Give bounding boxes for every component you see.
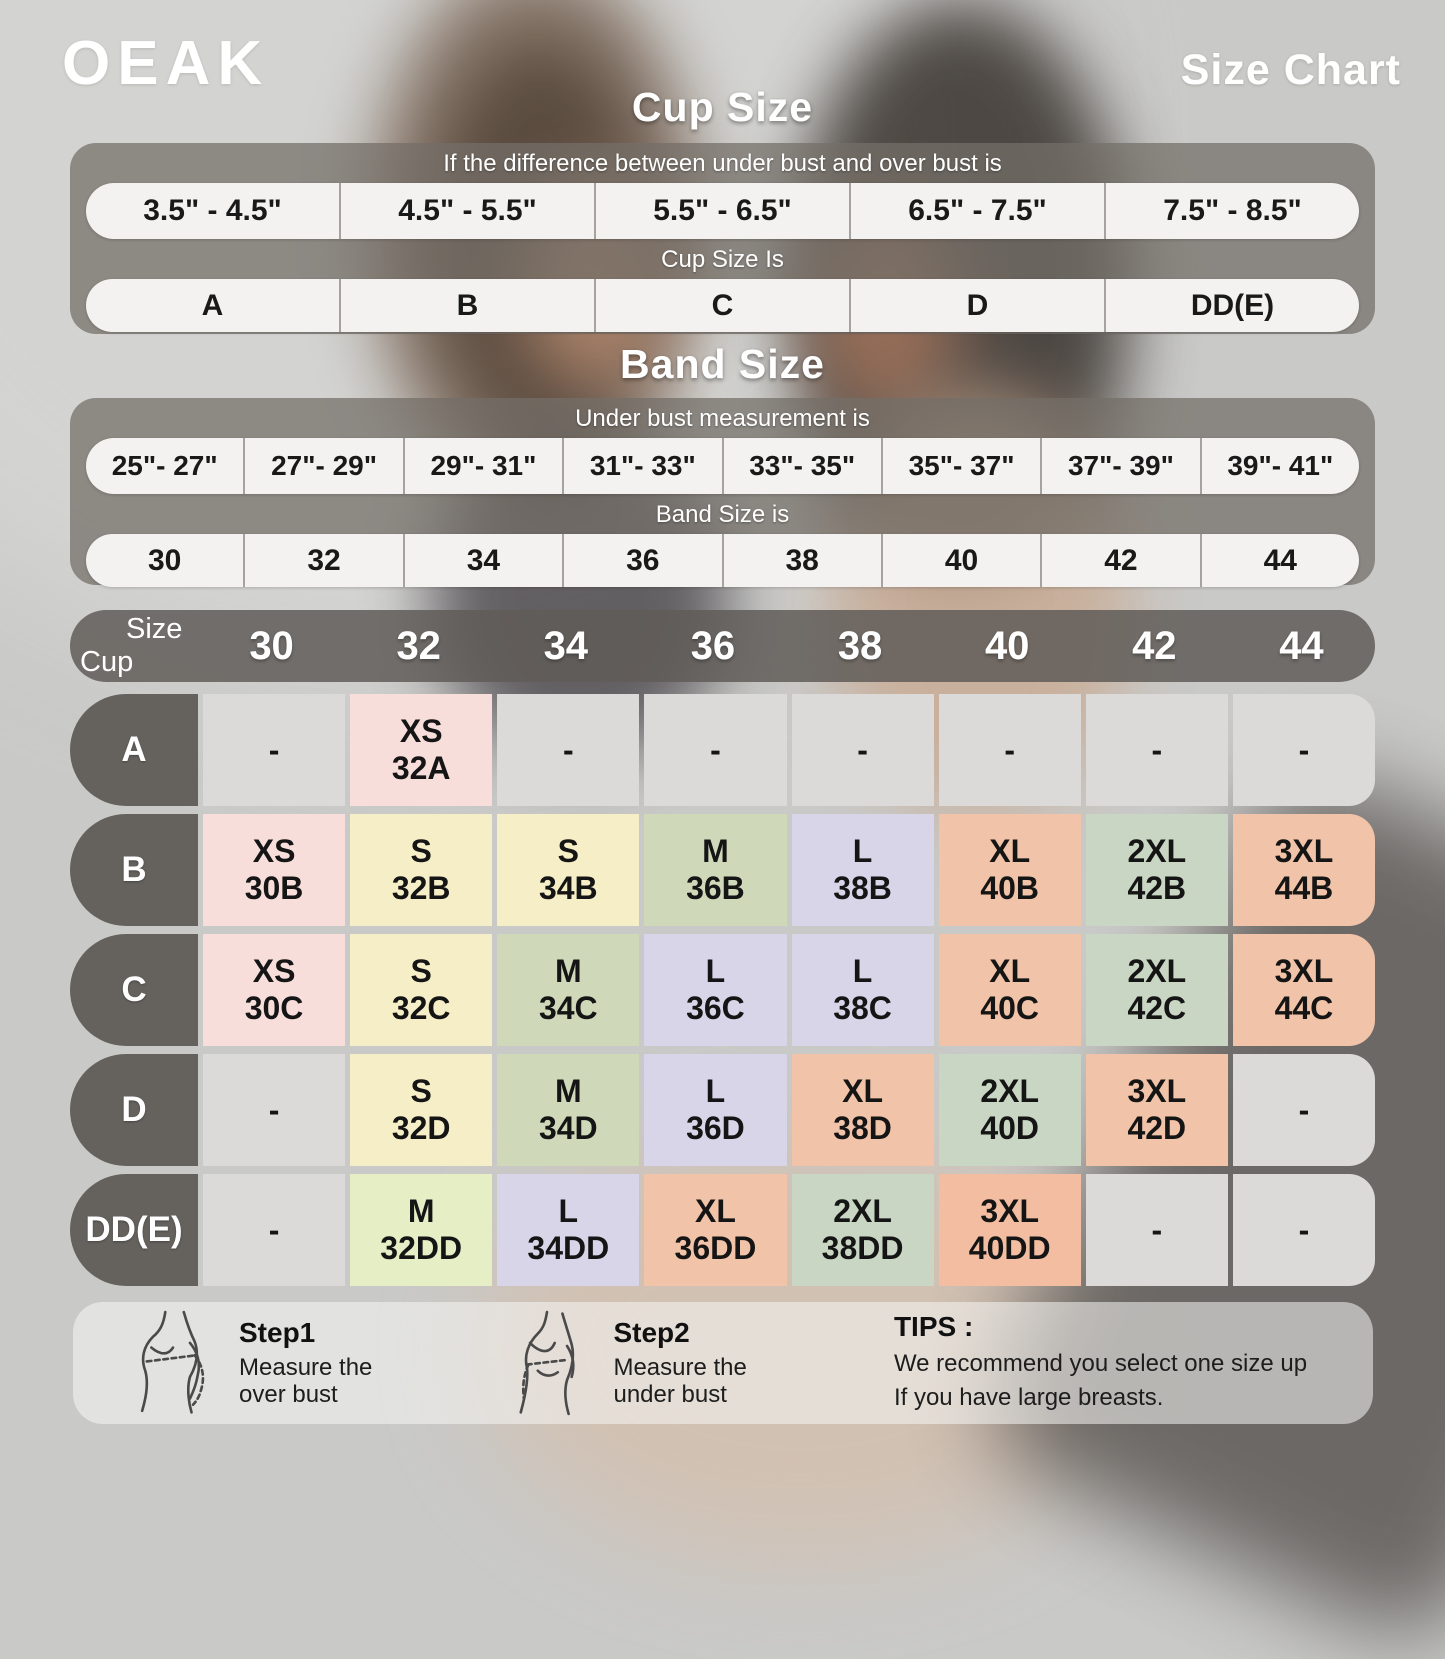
matrix-cell [497, 814, 639, 926]
matrix-row [70, 1174, 1375, 1286]
brand-logo: OEAK [62, 29, 270, 98]
matrix-cell [792, 1054, 934, 1166]
cell-code-label: 34D [538, 1110, 598, 1146]
cell-size-label: 2XL [833, 1193, 892, 1230]
matrix-cell: - [497, 694, 639, 806]
band-range-cell: 29"- 31" [430, 450, 537, 481]
cell-code-label: 40D [980, 1110, 1040, 1146]
band-numbers-row [86, 534, 1359, 587]
step1-block [239, 1317, 411, 1409]
matrix-row-header: DD(E) [70, 1174, 198, 1286]
matrix-cell [1086, 814, 1228, 926]
cell-size-label: 3XL [1274, 953, 1334, 990]
matrix-row-header: D [70, 1054, 198, 1166]
cup-range-cell: 4.5" - 5.5" [398, 194, 537, 227]
matrix-column-header: 44 [1279, 623, 1324, 668]
cell-code-label: 34C [538, 990, 598, 1026]
matrix-cell [497, 934, 639, 1046]
size-matrix-header [70, 610, 1375, 682]
matrix-cell: - [203, 1054, 345, 1166]
cup-result-label: Cup Size Is [661, 246, 784, 273]
cup-letter-cell: C [711, 288, 734, 322]
matrix-cell: - [939, 694, 1081, 806]
cell-size-label: M [554, 1073, 582, 1110]
matrix-column-header: 40 [984, 623, 1030, 668]
cell-size-label: S [410, 1073, 432, 1110]
cell-code-label: 38C [833, 990, 892, 1026]
cell-size-label: M [554, 953, 582, 990]
band-range-cell: 35"- 37" [908, 450, 1015, 481]
cell-size-label: 2XL [1127, 953, 1187, 990]
step1-line2: over bust [239, 1381, 338, 1408]
cell-size-label: L [852, 953, 873, 990]
cup-range-cell: 5.5" - 6.5" [653, 194, 792, 227]
band-number-cell: 44 [1263, 543, 1297, 577]
cell-size-label: XS [252, 833, 296, 870]
cell-code-label: 36D [686, 1110, 745, 1146]
band-result-label: Band Size is [655, 501, 790, 528]
cell-size-label: XL [842, 1073, 883, 1110]
band-number-cell: 36 [626, 543, 660, 577]
matrix-cell [792, 814, 934, 926]
cell-code-label: 38D [833, 1110, 892, 1146]
cup-letter-cell: DD(E) [1190, 288, 1275, 322]
matrix-cell [644, 814, 786, 926]
cell-size-label: XS [252, 953, 296, 990]
measure-under-bust-icon [499, 1309, 595, 1417]
cup-range-cell: 6.5" - 7.5" [908, 194, 1047, 227]
cup-range-cell: 3.5" - 4.5" [143, 194, 282, 227]
size-matrix-body [70, 694, 1375, 1294]
cell-size-label: L [852, 833, 873, 870]
matrix-cell [644, 934, 786, 1046]
matrix-column-header: 34 [543, 623, 589, 668]
matrix-row [70, 814, 1375, 926]
band-range-cell: 31"- 33" [589, 450, 696, 481]
corner-size-label: Size [126, 613, 183, 645]
matrix-cell: - [1086, 1174, 1228, 1286]
cell-size-label: M [702, 833, 729, 870]
matrix-cell [350, 694, 492, 806]
cell-size-label: 2XL [1127, 833, 1187, 870]
cup-letter-cell: A [201, 288, 224, 322]
matrix-cell [644, 1174, 786, 1286]
cell-size-label: XL [694, 1193, 736, 1230]
tips-block [894, 1311, 1373, 1414]
matrix-row-header: C [70, 934, 198, 1046]
matrix-cell: - [203, 694, 345, 806]
tips-text [894, 1347, 1373, 1414]
band-number-cell: 30 [148, 543, 182, 577]
matrix-cell [792, 934, 934, 1046]
band-range-cell: 27"- 29" [271, 450, 378, 481]
cell-size-label: 3XL [1127, 1073, 1187, 1110]
cell-code-label: 34DD [527, 1230, 610, 1266]
matrix-cell [203, 934, 345, 1046]
matrix-cell [1086, 934, 1228, 1046]
step2-line2: under bust [613, 1381, 727, 1408]
step1-line1: Measure the [239, 1354, 373, 1382]
cell-code-label: 40B [980, 870, 1040, 906]
band-number-cell: 42 [1104, 543, 1138, 577]
matrix-cell [939, 1054, 1081, 1166]
matrix-cell: - [1086, 694, 1228, 806]
cell-size-label: XL [989, 953, 1031, 990]
band-number-cell: 40 [944, 543, 979, 577]
cell-code-label: 30B [244, 870, 304, 906]
cell-code-label: 36DD [674, 1230, 757, 1266]
cup-size-heading: Cup Size [631, 84, 814, 130]
matrix-row-header: A [70, 694, 198, 806]
page-title: Size Chart [1180, 46, 1401, 94]
matrix-cell: - [644, 694, 786, 806]
matrix-cell [644, 1054, 786, 1166]
cell-code-label: 38B [833, 870, 892, 906]
matrix-cell: - [1233, 1054, 1375, 1166]
matrix-row [70, 1054, 1375, 1166]
matrix-cell: - [1233, 694, 1375, 806]
tips-line2: If you have large breasts. [893, 1384, 1164, 1411]
matrix-column-header: 36 [690, 623, 736, 668]
measure-over-bust-icon [125, 1309, 221, 1417]
band-range-cell: 33"- 35" [749, 450, 856, 481]
cell-code-label: 42B [1127, 870, 1187, 906]
cell-code-label: 44B [1274, 870, 1334, 906]
cell-size-label: M [407, 1193, 435, 1230]
matrix-cell [203, 814, 345, 926]
matrix-cell: - [1233, 1174, 1375, 1286]
matrix-cell: - [203, 1174, 345, 1286]
matrix-cell [350, 1054, 492, 1166]
matrix-cell [497, 1054, 639, 1166]
cell-code-label: 38DD [821, 1230, 904, 1266]
band-size-heading: Band Size [620, 341, 825, 387]
cell-size-label: S [410, 953, 432, 990]
measuring-instructions-bar [73, 1302, 1373, 1424]
band-range-cell: 39"- 41" [1227, 450, 1334, 481]
cell-code-label: 34B [538, 870, 598, 906]
band-range-cell: 25"- 27" [111, 450, 218, 481]
tips-line1: We recommend you select one size up [893, 1350, 1308, 1378]
cell-code-label: 40C [980, 990, 1040, 1026]
cell-size-label: XL [989, 833, 1031, 870]
band-range-cell: 37"- 39" [1067, 450, 1174, 481]
matrix-row [70, 934, 1375, 1046]
matrix-cell [1233, 934, 1375, 1046]
corner-cup-label: Cup [80, 646, 134, 678]
step1-title: Step1 [239, 1317, 316, 1349]
cell-size-label: S [410, 833, 432, 870]
cell-size-label: L [705, 953, 726, 990]
cell-code-label: 32DD [380, 1230, 463, 1266]
cell-code-label: 32A [391, 750, 451, 786]
cell-code-label: 30C [244, 990, 304, 1026]
cell-code-label: 40DD [968, 1230, 1051, 1266]
cup-size-panel [70, 143, 1375, 334]
cup-letter-cell: B [456, 288, 479, 322]
cell-code-label: 44C [1274, 990, 1334, 1026]
cell-code-label: 32D [391, 1110, 451, 1146]
cell-size-label: L [705, 1073, 726, 1110]
step1-text [239, 1355, 411, 1409]
matrix-cell [350, 934, 492, 1046]
matrix-corner-label [70, 610, 198, 682]
step2-block [613, 1317, 785, 1409]
matrix-cell [939, 934, 1081, 1046]
step2-line1: Measure the [613, 1354, 747, 1382]
matrix-cell [939, 814, 1081, 926]
tips-title: TIPS : [893, 1311, 974, 1343]
matrix-column-header: 32 [396, 623, 441, 668]
cell-size-label: 3XL [1274, 833, 1334, 870]
band-measurement-ranges-row [86, 438, 1359, 494]
cell-size-label: 3XL [980, 1193, 1040, 1230]
band-number-cell: 38 [785, 543, 819, 577]
matrix-cell [1233, 814, 1375, 926]
cell-code-label: 36C [686, 990, 745, 1026]
cell-code-label: 36B [686, 870, 745, 906]
band-size-panel [70, 398, 1375, 585]
matrix-cell [939, 1174, 1081, 1286]
matrix-column-header: 30 [249, 623, 294, 668]
matrix-column-header: 42 [1132, 623, 1177, 668]
cell-code-label: 42C [1127, 990, 1187, 1026]
matrix-cell [497, 1174, 639, 1286]
step2-text [613, 1355, 785, 1409]
cell-size-label: 2XL [980, 1073, 1040, 1110]
cup-difference-ranges-row [86, 183, 1359, 239]
band-number-cell: 34 [466, 543, 501, 577]
step2-title: Step2 [613, 1317, 690, 1349]
cup-letter-cell: D [966, 288, 989, 322]
cell-code-label: 32B [391, 870, 451, 906]
matrix-cell [350, 1174, 492, 1286]
matrix-cell: - [792, 694, 934, 806]
band-number-cell: 32 [307, 543, 341, 577]
cell-size-label: L [558, 1193, 579, 1230]
matrix-cell [350, 814, 492, 926]
cell-size-label: S [557, 833, 579, 870]
cell-code-label: 42D [1127, 1110, 1187, 1146]
cell-size-label: XS [399, 713, 443, 750]
matrix-cell [792, 1174, 934, 1286]
band-condition-label: Under bust measurement is [575, 405, 870, 432]
cup-range-cell: 7.5" - 8.5" [1163, 194, 1302, 227]
cell-code-label: 32C [391, 990, 451, 1026]
matrix-cell [1086, 1054, 1228, 1166]
matrix-row-header: B [70, 814, 198, 926]
cup-condition-label: If the difference between under bust and over bust is [443, 150, 1002, 177]
matrix-row [70, 694, 1375, 806]
cup-letters-row [86, 279, 1359, 332]
matrix-column-header: 38 [837, 623, 883, 668]
